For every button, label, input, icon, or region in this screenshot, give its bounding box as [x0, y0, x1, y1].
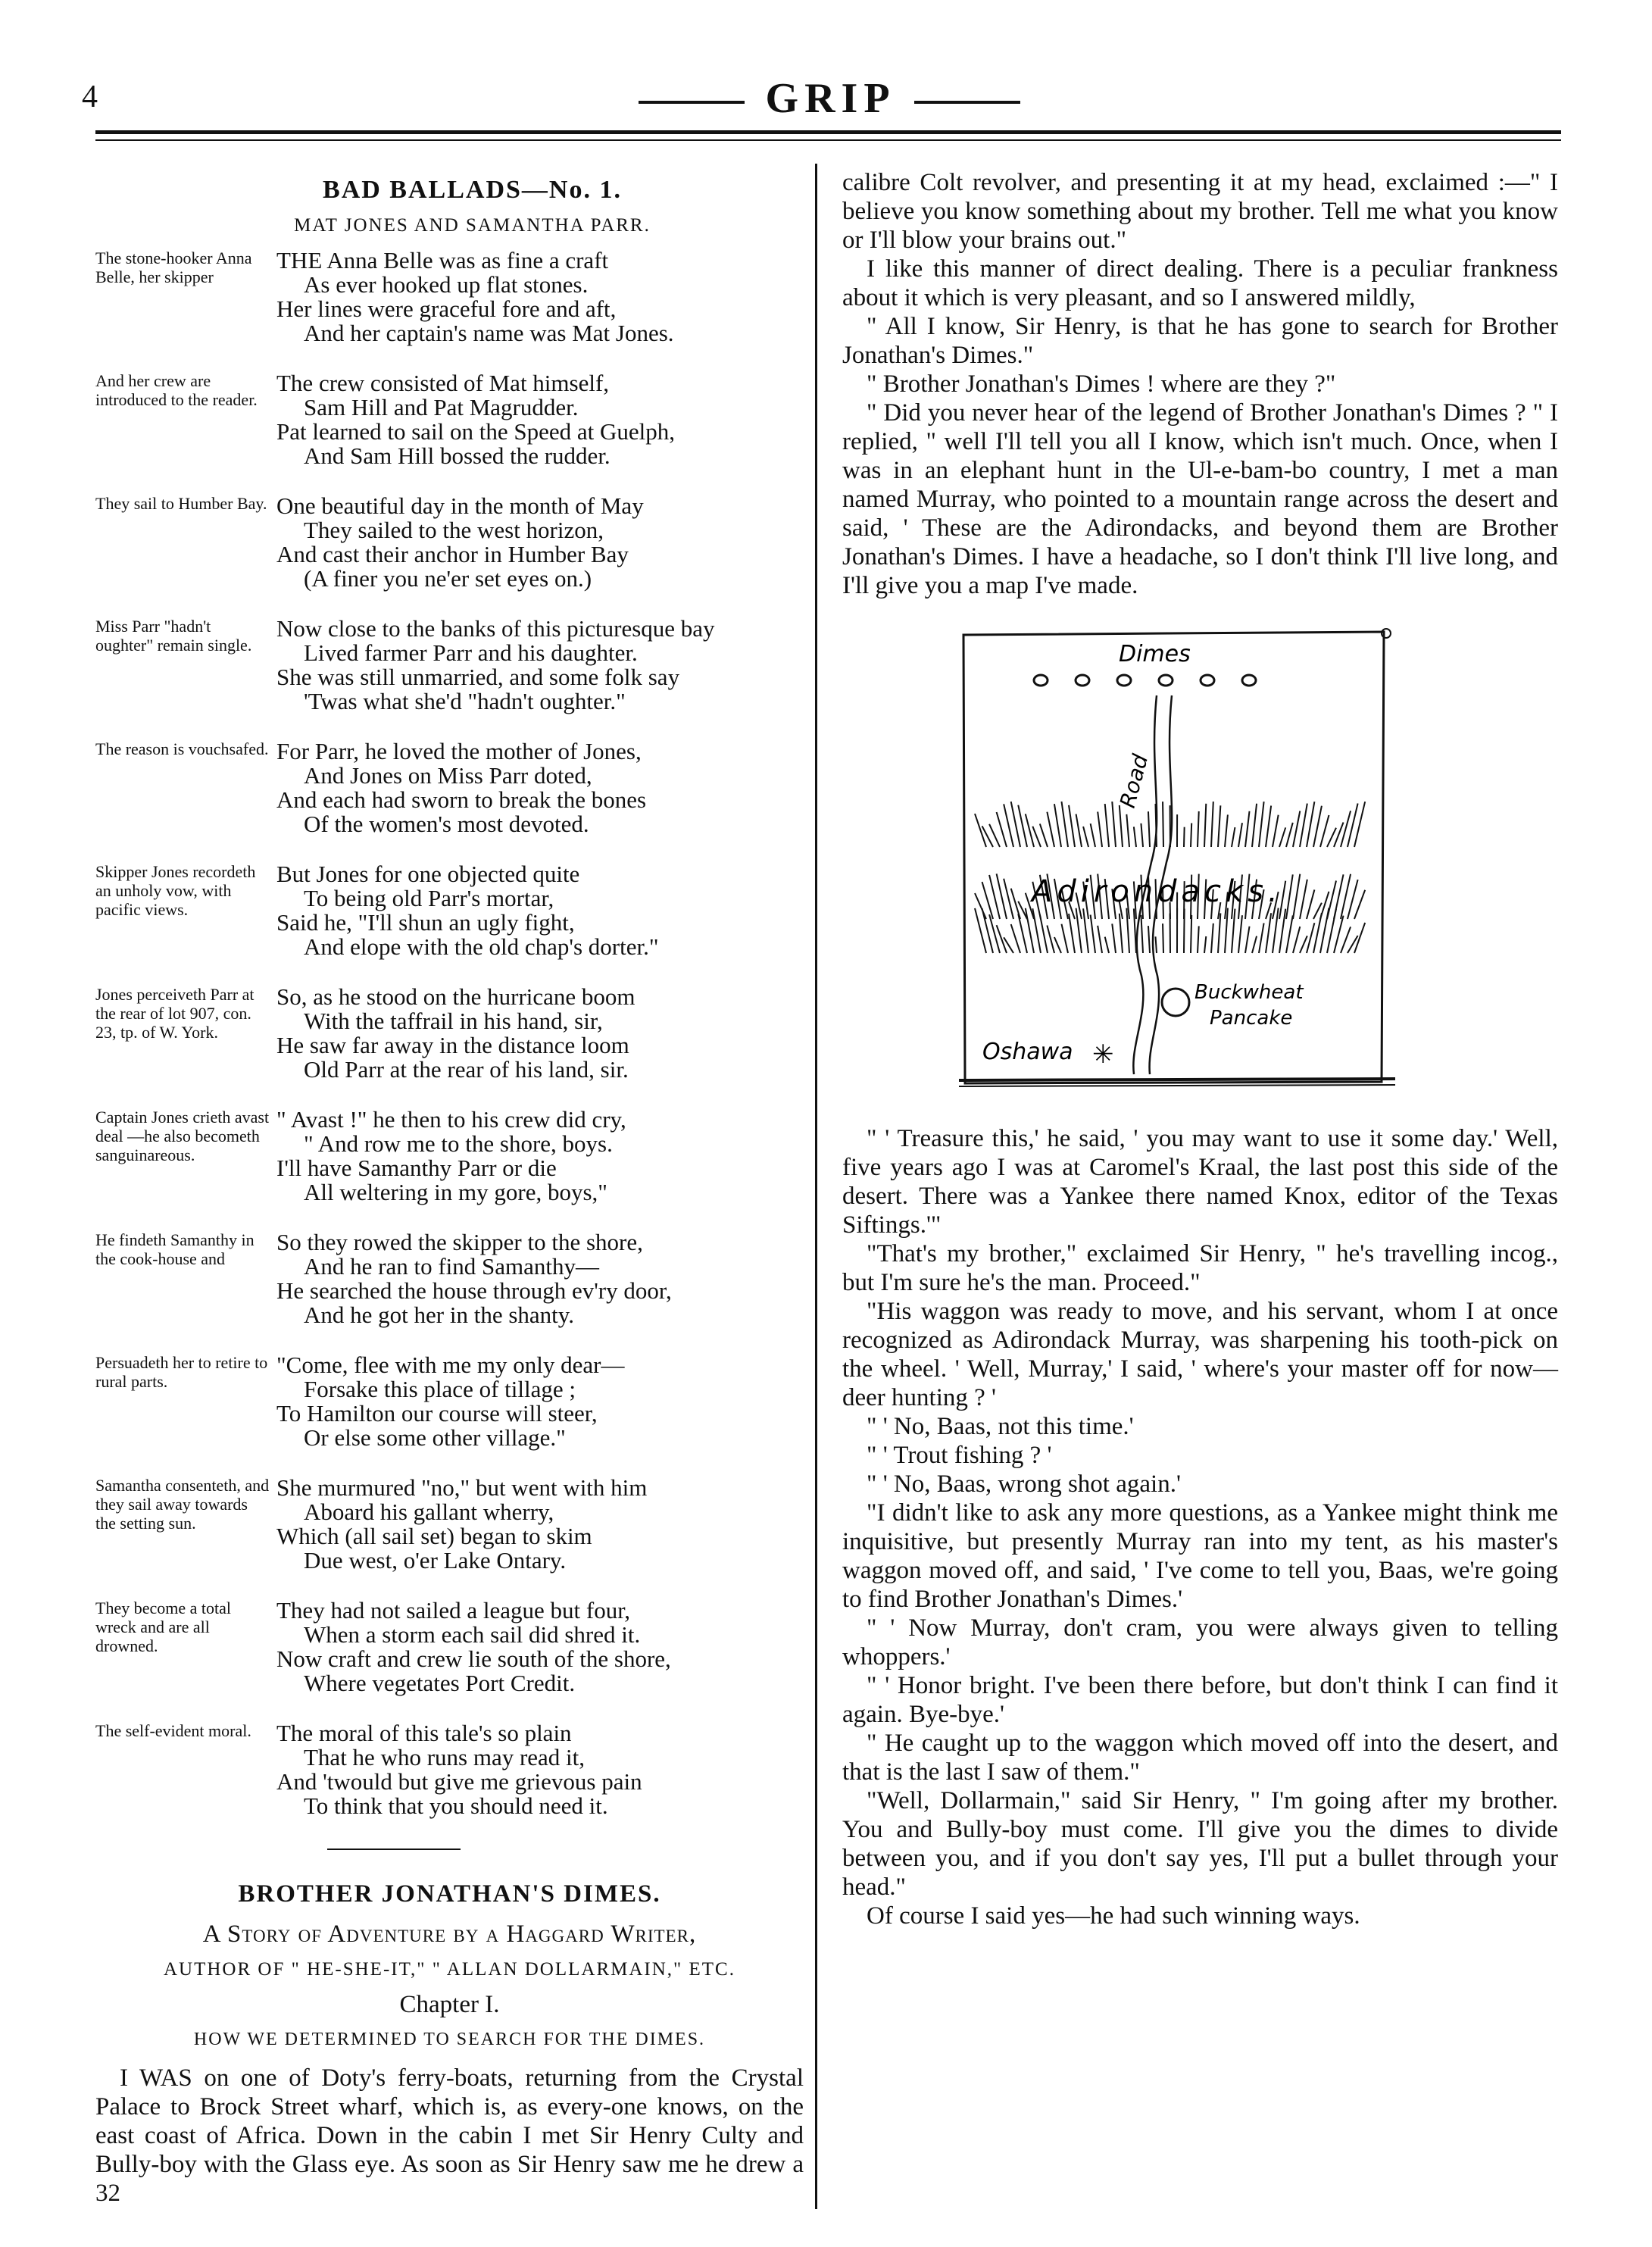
story-text-right-top — [842, 168, 1558, 600]
stanza-gloss: The self-evident moral. — [95, 1721, 251, 1740]
story-paragraph: I like this manner of direct dealing. There is a peculiar frankness about it which is very pleasant, and so I answered mildly, — [842, 255, 1558, 311]
page-number: 4 — [82, 80, 98, 114]
stanza-gloss: Miss Parr "hadn't oughter" remain single. — [95, 617, 252, 655]
verse-line: THE Anna Belle was as fine a craft — [276, 247, 609, 273]
stanza — [95, 1108, 804, 1205]
verse-line: When a storm each sail did shred it. — [304, 1621, 641, 1648]
stanza-gloss: Jones perceiveth Parr at the rear of lot 907, con. 23, tp. of W. York. — [95, 985, 255, 1042]
stanza-gloss: Samantha consenteth, and they sail away towards the setting sun. — [95, 1476, 270, 1533]
verse-line: To being old Parr's mortar, — [304, 885, 554, 911]
verse-line: He saw far away in the distance loom — [276, 1032, 629, 1058]
stanza-verse — [276, 985, 804, 1082]
stanza-verse — [276, 617, 804, 714]
verse-line: That he who runs may read it, — [304, 1744, 586, 1770]
stanza-verse — [276, 1230, 804, 1327]
stanza-verse — [276, 371, 804, 468]
story-paragraph: "That's my brother," exclaimed Sir Henry, " he's travelling incog., but I'm sure he's the man. Proceed." — [842, 1240, 1558, 1296]
verse-line: And cast their anchor in Humber Bay — [276, 541, 629, 567]
verse-line: Or else some other village." — [304, 1424, 566, 1451]
right-column — [842, 168, 1558, 1930]
masthead-title: GRIP — [765, 75, 894, 122]
masthead-left-rule — [639, 101, 745, 104]
verse-line: And 'twould but give me grievous pain — [276, 1768, 642, 1795]
story-paragraph: "I didn't like to ask any more questions, as a Yankee might think me inquisitive, but presently Murray ran into my tent, as his master's waggon moved off, and said, ' I've come to tell you, Baas, we're going to find Brother Jonathan's Dimes.' — [842, 1499, 1558, 1613]
verse-line: But Jones for one objected quite — [276, 861, 580, 887]
story-author-line: AUTHOR OF " HE-SHE-IT," " ALLAN DOLLARMAIN," ETC. — [164, 1959, 735, 1980]
story-paragraph: " ' Trout fishing ? ' — [867, 1442, 1052, 1469]
story-text-left — [95, 2064, 804, 2208]
verse-line: Now craft and crew lie south of the shore, — [276, 1645, 671, 1672]
map-town-label: Oshawa — [982, 1039, 1073, 1065]
chapter-subheading: HOW WE DETERMINED TO SEARCH FOR THE DIMES. — [193, 2030, 706, 2049]
map-mountains-label: Adirondacks. — [1032, 874, 1282, 909]
story-paragraph: "Well, Dollarmain," said Sir Henry, " I'm going after my brother. You and Bully-boy must come. I'll give you the dimes to divide between you, and if you don't say yes, I'll put a bullet through your head." — [842, 1787, 1558, 1901]
verse-line: She murmured "no," but went with him — [276, 1474, 648, 1501]
verse-line: " And row me to the shore, boys. — [304, 1130, 613, 1157]
story-paragraph: " Brother Jonathan's Dimes ! where are they ?" — [867, 370, 1336, 398]
map-town-star-icon: ✳ — [1092, 1041, 1114, 1069]
verse-line: Said he, "I'll shun an ugly fight, — [276, 909, 575, 936]
verse-line: Of the women's most devoted. — [304, 811, 589, 837]
stanza-gloss: They sail to Humber Bay. — [95, 494, 267, 513]
verse-line: And her captain's name was Mat Jones. — [304, 320, 674, 346]
story-paragraph: "His waggon was ready to move, and his servant, whom I at once recognized as Adirondack Murray, was sharpening his tooth-pick on the wheel. ' Well, Murray,' I said, ' where's your master off for now—deer hunting ? ' — [842, 1298, 1558, 1411]
ballad-stanzas — [95, 248, 804, 1818]
verse-line: So, as he stood on the hurricane boom — [276, 983, 636, 1010]
stanza-gloss: They become a total wreck and are all drowned. — [95, 1599, 231, 1655]
stanza — [95, 1353, 804, 1450]
stanza — [95, 371, 804, 468]
stanza-gloss: The stone-hooker Anna Belle, her skipper — [95, 248, 252, 286]
story-paragraph: " ' No, Baas, not this time.' — [867, 1413, 1134, 1440]
verse-line: Pat learned to sail on the Speed at Guelph, — [276, 418, 676, 445]
verse-line: Old Parr at the rear of his land, sir. — [304, 1056, 629, 1083]
section-divider — [327, 1849, 461, 1850]
stanza — [95, 248, 804, 345]
verse-line: Which (all sail set) began to skim — [276, 1523, 592, 1549]
ballad-title: BAD BALLADS—No. 1. — [323, 176, 622, 204]
stanza-gloss: He findeth Samanthy in the cook-house and — [95, 1230, 255, 1268]
map-pancake-label-1: Buckwheat — [1194, 981, 1304, 1004]
stanza — [95, 617, 804, 714]
ballad-subtitle: MAT JONES AND SAMANTHA PARR. — [294, 215, 651, 236]
verse-line: The crew consisted of Mat himself, — [276, 370, 610, 396]
verse-line: One beautiful day in the month of May — [276, 492, 644, 519]
header-rule-thick — [95, 130, 1561, 134]
verse-line: As ever hooked up flat stones. — [304, 271, 589, 298]
column-divider — [815, 164, 817, 2209]
map-road-label: Road — [1114, 752, 1154, 811]
stanza-gloss: Persuadeth her to retire to rural parts. — [95, 1353, 268, 1391]
story-paragraph: I WAS on one of Doty's ferry-boats, returning from the Crystal Palace to Brock Street wharf, which is, as every-one knows, on the east coast of Africa. Down in the cabin I met Sir Henry Culty and Bully-boy with the Glass eye. As soon as Sir Henry saw me he drew a 32 — [95, 2064, 804, 2207]
verse-line: And each had sworn to break the bones — [276, 786, 647, 813]
story-paragraph: " He caught up to the waggon which moved off into the desert, and that is the last I saw of them." — [842, 1730, 1558, 1786]
story-paragraph: Of course I said yes—he had such winning ways. — [867, 1902, 1360, 1930]
stanza-verse — [276, 862, 804, 959]
story-subtitle: A Story of Adventure by a Haggard Writer, — [202, 1920, 697, 1948]
verse-line: She was still unmarried, and some folk say — [276, 664, 680, 690]
stanza-verse — [276, 248, 804, 345]
verse-line: He searched the house through ev'ry door, — [276, 1277, 672, 1304]
verse-line: Forsake this place of tillage ; — [304, 1376, 576, 1402]
verse-line: "Come, flee with me my only dear— — [276, 1352, 625, 1378]
stanza-verse — [276, 1108, 804, 1205]
story-paragraph: calibre Colt revolver, and presenting it at my head, exclaimed :—" I believe you know something about my brother. Tell me what you know or I'll blow your brains out." — [842, 169, 1558, 254]
story-paragraph: " ' Now Murray, don't cram, you were always given to telling whoppers.' — [842, 1614, 1558, 1670]
verse-line: " Avast !" he then to his crew did cry, — [276, 1106, 626, 1133]
left-column — [95, 168, 804, 2208]
stanza — [95, 494, 804, 591]
verse-line: So they rowed the skipper to the shore, — [276, 1229, 643, 1255]
verse-line: All weltering in my gore, boys," — [304, 1179, 607, 1205]
map-illustration — [842, 620, 1558, 1105]
stanza-verse — [276, 494, 804, 591]
verse-line: They sailed to the west horizon, — [304, 517, 604, 543]
stanza-gloss: And her crew are introduced to the reader. — [95, 371, 258, 409]
masthead-right-rule — [914, 101, 1020, 104]
verse-line: Sam Hill and Pat Magrudder. — [304, 394, 579, 420]
map-pancake-label-2: Pancake — [1210, 1007, 1293, 1030]
stanza-verse — [276, 1721, 804, 1818]
stanza — [95, 1599, 804, 1695]
stanza-gloss: The reason is vouchsafed. — [95, 739, 269, 758]
story-paragraph: " All I know, Sir Henry, is that he has gone to search for Brother Jonathan's Dimes." — [842, 313, 1558, 369]
stanza — [95, 862, 804, 959]
story-paragraph: " Did you never hear of the legend of Brother Jonathan's Dimes ? " I replied, " well I'll tell you all I know, which isn't much. Once, when I was in an elephant hunt in the Ul-e-bam-bo country, I met a man named Murray, who pointed to a mountain range across the desert and said, ' These are the Adirondacks, and beyond them are Brother Jonathan's Dimes. I have a headache, so I don't think I'll live long, and I'll give you a map I've made. — [842, 399, 1558, 599]
stanza-gloss: Skipper Jones recordeth an unholy vow, with pacific views. — [95, 862, 256, 919]
story-text-right-bottom — [842, 1124, 1558, 1930]
verse-line: For Parr, he loved the mother of Jones, — [276, 738, 642, 764]
verse-line: 'Twas what she'd "hadn't oughter." — [304, 688, 626, 714]
header-rule-thin — [95, 139, 1561, 141]
stanza-verse — [276, 739, 804, 836]
chapter-heading: Chapter I. — [399, 1991, 500, 2018]
verse-line: And he got her in the shanty. — [304, 1302, 574, 1328]
verse-line: Her lines were graceful fore and aft, — [276, 295, 617, 322]
verse-line: Where vegetates Port Credit. — [304, 1670, 576, 1696]
stanza-gloss: Captain Jones crieth avast deal —he also becometh sanguinareous. — [95, 1108, 270, 1164]
verse-line: Due west, o'er Lake Ontary. — [304, 1547, 567, 1574]
story-title: BROTHER JONATHAN'S DIMES. — [238, 1880, 661, 1908]
verse-line: The moral of this tale's so plain — [276, 1720, 572, 1746]
verse-line: (A finer you ne'er set eyes on.) — [304, 565, 592, 592]
verse-line: And elope with the old chap's dorter." — [304, 933, 659, 960]
stanza-verse — [276, 1476, 804, 1573]
verse-line: I'll have Samanthy Parr or die — [276, 1155, 557, 1181]
stanza-verse — [276, 1599, 804, 1695]
map-dimes-label: Dimes — [1119, 641, 1191, 667]
verse-line: To think that you should need it. — [304, 1792, 608, 1819]
verse-line: Lived farmer Parr and his daughter. — [304, 639, 638, 666]
stanza — [95, 1721, 804, 1818]
verse-line: With the taffrail in his hand, sir, — [304, 1008, 603, 1034]
verse-line: To Hamilton our course will steer, — [276, 1400, 598, 1427]
verse-line: And Sam Hill bossed the rudder. — [304, 442, 611, 469]
stanza — [95, 985, 804, 1082]
verse-line: They had not sailed a league but four, — [276, 1597, 631, 1624]
stanza — [95, 739, 804, 836]
story-paragraph: " ' No, Baas, wrong shot again.' — [867, 1470, 1181, 1498]
verse-line: Now close to the banks of this picturesque bay — [276, 615, 715, 642]
story-paragraph: " ' Honor bright. I've been there before, but don't think I can find it again. Bye-bye.' — [842, 1672, 1558, 1728]
verse-line: And Jones on Miss Parr doted, — [304, 762, 592, 789]
stanza — [95, 1230, 804, 1327]
story-paragraph: " ' Treasure this,' he said, ' you may want to use it some day.' Well, five years ago I was at Caromel's Kraal, the last post this side of the desert. There was a Yankee there named Knox, editor of the Texas Siftings.'" — [842, 1125, 1558, 1239]
stanza — [95, 1476, 804, 1573]
map-drawing — [948, 620, 1403, 1105]
verse-line: And he ran to find Samanthy— — [304, 1253, 600, 1280]
masthead — [602, 74, 1057, 123]
verse-line: Aboard his gallant wherry, — [304, 1499, 554, 1525]
stanza-verse — [276, 1353, 804, 1450]
